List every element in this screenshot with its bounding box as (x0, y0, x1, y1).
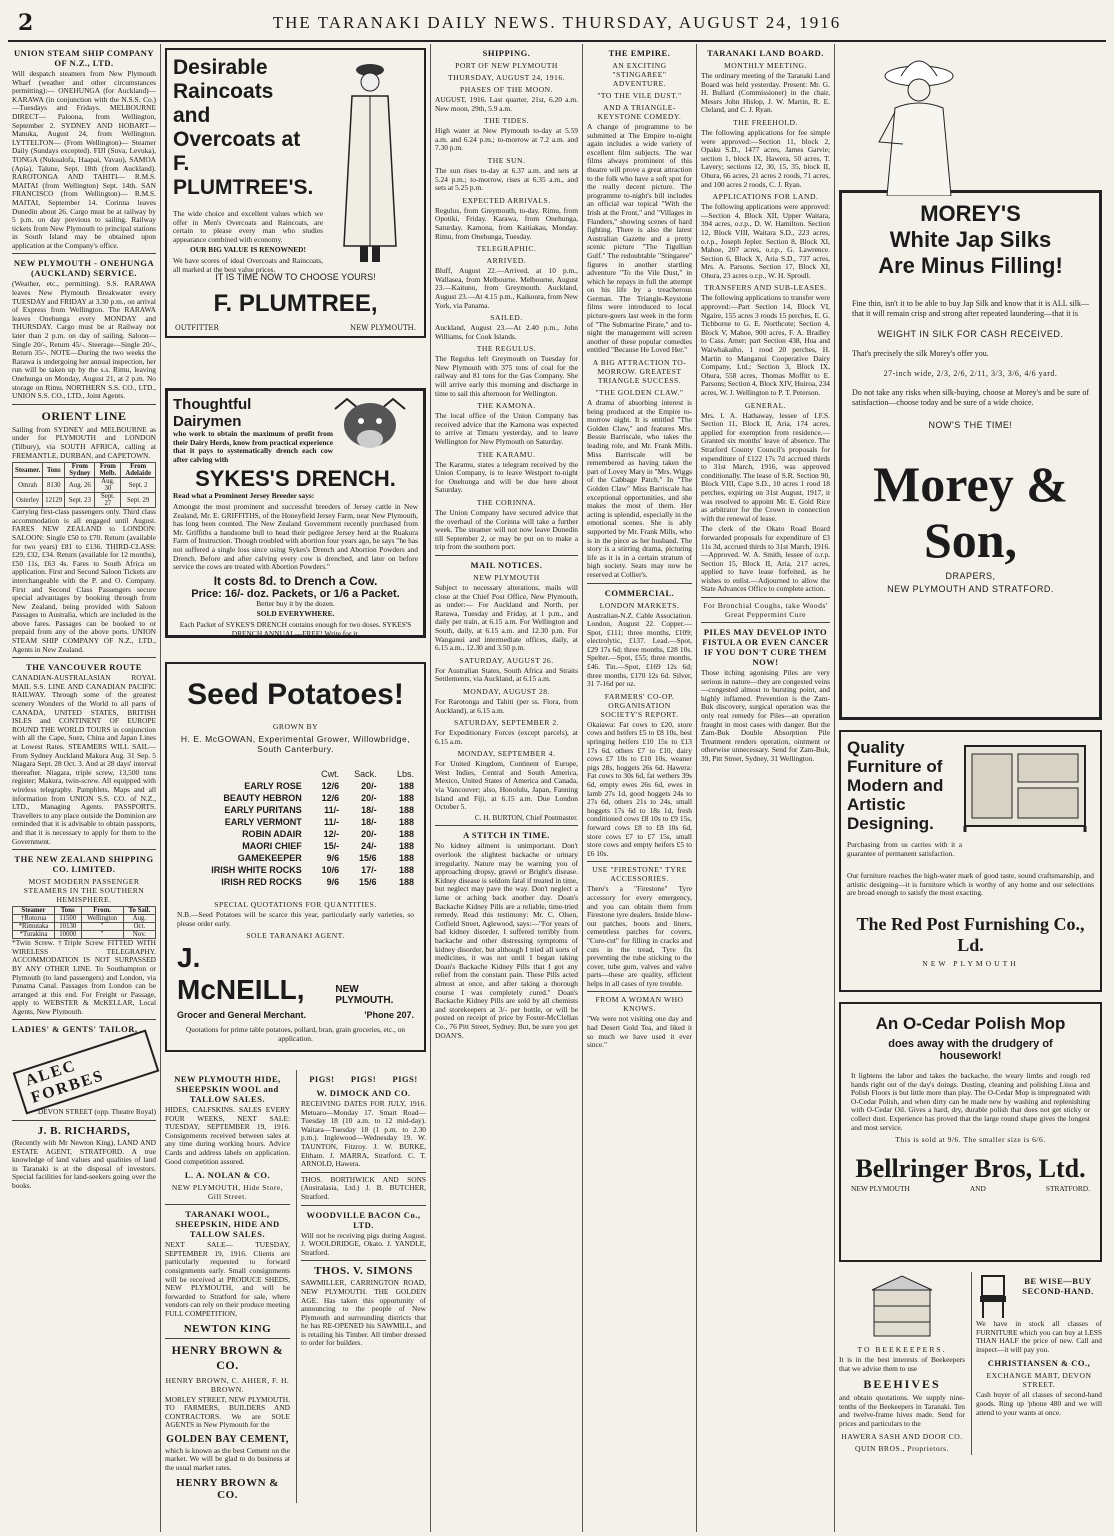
price-row (177, 792, 414, 804)
price-cell: 9/6 (326, 877, 340, 887)
phases-heading: PHASES OF THE MOON. (460, 85, 553, 94)
red-post-name: The Red Post Furnishing Co., Ld. (856, 913, 1085, 955)
woman-heading: FROM A WOMAN WHO KNOWS. (595, 995, 684, 1014)
silk-weight: WEIGHT IN SILK FOR CASH RECEIVED. (877, 329, 1064, 339)
corinna-heading: THE CORINNA. (476, 498, 537, 507)
sykes-cost: It costs 8d. to Drench a Cow. (213, 573, 378, 588)
ocedar-subheadline: does away with the drudgery of housework! (888, 1038, 1053, 1062)
farmers-heading: FARMERS' CO-OP. ORGANISATION SOCIETY'S REPORT. (600, 691, 679, 719)
sykes-annual: Each Packet of SYKES'S DRENCH contains enough for two doses. SYKES'S DRENCH ANNUAL—FREE! Write for it. (179, 619, 412, 638)
price-row (177, 876, 414, 888)
sat26-heading: SATURDAY, AUGUST 26. (459, 655, 554, 665)
price-cell: 11/- (324, 817, 340, 827)
golden-bay-cement: GOLDEN BAY CEMENT, (166, 1433, 289, 1445)
vancouver-body: CANADIAN-AUSTRALASIAN ROYAL MAIL S.S. LINE AND CANADIAN PACIFIC RAILWAY. Through some of the greatest scenery Wonders of the World to all parts of CANADA, UNITED STATES, BRITISH ISLES and CONTINENT OF EUROPE ROUND THE WORLD TOURS in conjunction with all the Cape, Suez, China and Japan Lines at Lowest Rates. STEAMERS WILL SAIL— From Sydney Auckland Makura Aug. 31 Sep. 5 Niagara Sept. 28 Oct. 3. And at 28 days' interval thereafter. Niagara, triple screw, 13,500 tons register; Makura, twin-screw. All equipped with wireless telegraphy. Pamphlets, Maps and all information from UNION S.S. CO. of N.Z., LTD., Managing Agents. PASSPORTS. Travellers to any place outside the Dominion are reminded that it is advisable to obtain passports, and that it is necessary to apply for them to the Government. (12, 673, 157, 846)
mail-heading: MAIL NOTICES. (470, 559, 543, 570)
price-row (177, 816, 414, 828)
sailed-heading: SAILED. (490, 313, 523, 323)
variety-name: EARLY ROSE (244, 781, 302, 791)
phases-body: AUGUST, 1916. Last quarter, 21st, 6.20 a.m. New moon, 29th, 5.9 a.m. (435, 95, 578, 113)
price-cell: 188 (398, 829, 414, 839)
woman-body: "We were not visiting one day and had Desert Gold Tea, and liked it so much we have used it ever since." (587, 1014, 692, 1050)
stitch-body: No kidney ailment is unimportant. Don't overlook the slightest backache or urinary irregularity. Nature may be warning you of approaching dropsy, gravel or Bright's disease. Kidney disease is seldom fatal if treated in time, but neglect may pave the way. Don't neglect a lame or aching back another day. Doan's Backache Kidney Pills are a reliable, time-tried remedy. Read this testimony: Mr. C. Olsen, Cotfield Street, Aglewood, says:—"For years of bad kidney disorder, I suffered terribly from backache and other distressing symptoms of kidney disorder, but although I tried all sorts of medicines, it was not until I began taking Doan's Backache Kidney Pills that I got any relief from the constant pain. These Pills acted almost at once, and after taking a thorough course I was completely cured." Doan's Backache Kidney Pills are sold by all chemists and storekeepers at 3/- per bottle, or will be posted on receipt of price by Foster-McClellan Co., 76 Pitt Street, Sydney. But, be sure you get DOAN'S. (435, 841, 578, 1040)
orient-body: Sailing from SYDNEY and MELBOURNE as under for PLYMOUTH and LONDON (Tilbury), via SOUTH AFRICA, calling at FREMANTLE, DURBAN, and CAPETOWN. (12, 424, 156, 460)
nzsc-table: Steamer Tons From. To Sail. †Rotorua 11500 Wellington Aug. *Rimutaka 10130 " Oct. *Turakina 10000 " Nov. (12, 906, 156, 939)
seed-headline: Seed Potatoes! (187, 678, 404, 711)
freehold-heading: THE FREEHOLD. (733, 117, 798, 127)
ocedar-price: This is sold at 9/6. The smaller size is 6/6. (895, 1135, 1046, 1145)
general-heading: GENERAL. (744, 400, 787, 410)
empire-heading: THE EMPIRE. (608, 48, 671, 58)
lady-hat-illustration (859, 46, 979, 196)
price-cell: 11/- (324, 805, 340, 815)
sykes-product: SYKES'S DRENCH. (195, 466, 396, 492)
price-cell: 188 (398, 817, 414, 827)
page-number: 2 (18, 10, 34, 36)
now-the-time: NOW'S THE TIME! (928, 420, 1013, 430)
firestone-body: There's a "Firestone" Tyre accessory for every emergency, and you can obtain them from Firestone tyre dealers. Inside blow-out patches, boots and liners, cementless patches for covers, "Cure-cut" for filling in cracks and cuts in the tread, Tyre fix preventing the tube sticking to the cover, tube gum, valves and valve parts—these are quality, efficient helps in all cases of tyre trouble. (587, 884, 692, 988)
union-body: Will despatch steamers from New Plymouth Wharf (weather and other circumstances permitting):— ONEHUNGA (for Auckland)— KARAWA (in conjunction with the N.S.S. Co.)—Tuesdays and Fridays. MELBOURNE DIRECT— Paloona, from Wellington, September 2. SYDNEY AND HOBART— Manuka, August 24, from Wellington. LYTTELTON— (From Wellington)— Steamer Daily (Sundays excepted). FIJI (Suva, Levuka), TONGA (Nukualofa, Haapai, Vavau), SAMOA (Apia). Talune, Sept. 18th (from Auckland). RAROTONGA AND TAHITI— R.M.S. MAITAI (from Wellington) Sept. 14th. SAN FRANCISCO (from Wellington)— R.M.S. MAITAI, September 14. Corinna leaves Dunedin about 26. Cargo must be at railway by 5 p.m. on day previous to sailing. Railway tickets from New Plymouth to principal stations in South Island may be obtained upon application at the Company's office. (12, 69, 156, 250)
table-row: Osterley 12129 Sept. 23 Sept. 27 Sept. 29 (13, 493, 156, 508)
apps-heading: APPLICATIONS FOR LAND. (712, 192, 819, 202)
henry-brown-body: MORLEY STREET, NEW PLYMOUTH. TO FARMERS, BUILDERS AND CONTRACTORS. We are SOLE AGENTS in New Plymouth for the (165, 1394, 290, 1430)
price-cell: 20/- (361, 793, 377, 803)
quality-headline: Quality Furniture of Modern and Artistic Designing. (847, 738, 944, 833)
tides-heading: THE TIDES. (484, 116, 529, 126)
dimock-heading: W. DIMOCK AND CO. (316, 1088, 411, 1098)
golden-claw-heading: A BIG ATTRACTION TO-MORROW. GREATEST TRIANGLE SUCCESS. (592, 358, 687, 386)
borthwick: THOS. BORTHWICK AND SONS (Australasia, Ltd.) J. B. BUTCHER, Stratford. (301, 1174, 426, 1201)
variety-name: IRISH WHITE ROCKS (211, 865, 302, 875)
variety-name: EARLY VERMONT (224, 817, 302, 827)
plumtree-name: F. PLUMTREE, (213, 290, 378, 317)
column-display-ads (160, 44, 430, 1532)
golden-claw-title: "THE GOLDEN CLAW." (595, 388, 684, 398)
plumtree-headline: Desirable Raincoats and Overcoats at F. PLUMTREE'S. (173, 56, 314, 199)
mcneill-place: NEW PLYMOUTH. (335, 984, 394, 1007)
bellringer-name: Bellringer Bros, Ltd. (855, 1154, 1086, 1184)
newton-king: NEWTON KING (183, 1322, 272, 1335)
seed-grower: H. E. McGOWAN, Experimental Grower, Willowbridge, South Canterbury. (180, 734, 411, 754)
devon-street: DEVON STREET (opp. Theatre Royal) (37, 1107, 156, 1117)
sun-heading: THE SUN. (487, 155, 526, 165)
column-shipping-ads (8, 44, 160, 1532)
mail-sub: NEW PLYMOUTH (473, 572, 540, 582)
arrived-heading: ARRIVED. (486, 256, 527, 266)
ocedar-headline: An O-Cedar Polish Mop (875, 1014, 1066, 1033)
general-body-2: The clerk of the Okato Road Board forwarded proposals for expenditure of £3 11s 3d, accrued thirds to 31st March, 1916.—Approved. W. A. Smith, lessee of o.r.p. Section 15, Block II, Aria, 217 acres, applied to have lease forfeited, as he wishes to enlist.—Adjourned to allow the State Advances Office to complete action. (701, 524, 830, 594)
seed-sole: SOLE TARANAKI AGENT. (246, 931, 345, 941)
plumtree-body2: We have scores of ideal Overcoats and Raincoats, all marked at the best value prices. (173, 255, 323, 274)
table-row: *Rimutaka 10130 " Oct. (13, 923, 156, 931)
morey-son-name: Morey & Son, (873, 456, 1068, 568)
variety-name: BEAUTY HEBRON (223, 793, 302, 803)
quality-body-2: Our furniture reaches the high-water mark of good taste, sound craftsmanship, and artistic designing—it is furniture which is worthy of any home and our selections are broad enough to satisfy the most exacting. (847, 871, 1094, 898)
price-row (177, 852, 414, 864)
henry-brown-names: HENRY BROWN, C. AHIER, F. H. BROWN. (165, 1375, 290, 1394)
plumtree-footer-right: NEW PLYMOUTH. (350, 324, 416, 332)
price-row (177, 840, 414, 852)
mcneill-quote: Quotations for prime table potatoes, pollard, bran, grain groceries, etc., on application. (185, 1025, 406, 1043)
beekeepers-heading: TO BEEKEEPERS. (857, 1345, 947, 1354)
piles-heading: PILES MAY DEVELOP INTO FISTULA OR EVEN CANCER IF YOU DON'T CURE THEM NOW! (702, 627, 829, 668)
price-row (177, 780, 414, 792)
price-cell: 15/6 (359, 877, 377, 887)
freehold-body: The following applications for fee simple were approved:—Section 11, block 2, Opaku S.D., 1477 acres, James Garvie; section 1, block IX, Hawera, 50 acres, T. Lavery; sections 12, 30, 15, 35, block II, Ohura, 66 acres, 21 acres 2 roods, 71 acres, and 100 acres 2 roods, C. J. Ryan. (701, 127, 830, 189)
price-cell: 20/- (361, 829, 377, 839)
hides-body: HIDES, CALFSKINS. SALES EVERY FOUR WEEKS, NEXT SALE: TUESDAY, SEPTEMBER 19, 1916. Consignments received between sales at any time during working hours. Advice Cards and address labels on application. Good competition assured. (165, 1105, 290, 1166)
sat2-body: For Expeditionary Forces (except parcels), at 6.15 a.m. (435, 728, 578, 746)
henry-brown-heading: HENRY BROWN & CO. (171, 1342, 284, 1372)
taranaki-wool-body: NEXT SALE— TUESDAY, SEPTEMBER 19, 1916. Clients are particularly requested to forward consignments early. Small consignments will be received at PRODUCE SHEDS, NEW PLYMOUTH, and will be forwarded to Stratford for sale, where vendors can rely on their produce meeting FULL COMPETITION, (165, 1240, 290, 1318)
price-cell: 12/6 (321, 793, 340, 803)
table-header: From Sydney (65, 463, 95, 478)
table-row: *Turakina 10000 " Nov. (13, 931, 156, 939)
sykes-body: Amongst the most prominent and successful breeders of Jersey cattle in New Zealand, Mr. E. GRIFFITHS, of the Honeyfield Jersey Farm, near New Plymouth, has long been counted. The New Zealand Government recently purchased from Mr. Griffiths a handsome bull to head their pedigree Jersey herd at the Ruakura Farm of Instruction. Though troubled with abortion four years ago, he says "he has not suffered a single loss since using Sykes's Drench and Abortion Powders and Drench. Before and after calving every cow is drenched, and later on before service the cows are treated with Abortion Powders." (173, 501, 418, 572)
mcneill-grocer: Grocer and General Merchant. (177, 1010, 307, 1021)
second-hand-body: We have in stock all classes of FURNITURE which you can buy at LESS THAN HALF the price of new. Call and inspect—it will pay you. (976, 1319, 1102, 1354)
silk-body: Fine thin, isn't it to be able to buy Jap Silk and know that it is ALL silk—that it will remain crisp and strong after repeated laundering—that it is (852, 299, 1089, 318)
nzsc-heading: THE NEW ZEALAND SHIPPING CO. LIMITED. (14, 854, 154, 875)
price-cell: 15/- (323, 841, 340, 851)
price-cell: 15/6 (359, 853, 377, 863)
karamu-body: The Karamu, states a telegram received by the Union Company, is to leave Westport to-night for Onehunga and will be due here about Saturday. (435, 459, 578, 495)
price-cell: 17/- (361, 865, 377, 875)
morey-silk-ad (839, 190, 1102, 720)
table-row: Omrah 8130 Aug. 26 Aug. 30 Sept. 2 (13, 478, 156, 493)
bewise-heading: BE WISE—BUY SECOND-HAND. (1022, 1276, 1094, 1296)
masthead-title: THE TARANAKI DAILY NEWS. THURSDAY, AUGUST 24, 1916 (272, 13, 842, 32)
quality-body: Purchasing from us carries with it a guarantee of permanent satisfaction. (847, 840, 962, 858)
column-retail-ads (834, 44, 1106, 1532)
seed-grown: GROWN BY (272, 722, 319, 731)
date-line: THURSDAY, AUGUST 24, 1916. (447, 73, 566, 82)
mon4-heading: MONDAY, SEPTEMBER 4. (457, 749, 556, 759)
dimock-body: RECEIVING DATES FOR JULY, 1916. Metuaro—Monday 17. Smart Road—Tuesday 18 (10 a.m. to 12 mid-day). Waitara—Tuesday 18 (1 p.m. to 2.30 p.m.). Inglewood—Wednesday 19. W. TAUNTON, Fitzroy. J. W. BURKE, Eltham. J. MARRA, Stratford. C. T. ARNOLD, Hawera. (301, 1099, 426, 1169)
sykes-subhead: Read what a Prominent Jersey Breeder says: (173, 491, 315, 501)
mcneill-phone: 'Phone 207. (364, 1010, 414, 1021)
kamona-body: The local office of the Union Company has received advice that the Kamona was expected to arrive at Timaru yesterday, and to leave Wellington for New Plymouth on Saturday. (435, 411, 578, 447)
vancouver-heading: THE VANCOUVER ROUTE (26, 662, 142, 673)
tides-body: High water at New Plymouth to-day at 5.59 a.m. and 6.24 p.m.; to-morrow at 7.2 a.m. and 7.30 p.m. (435, 126, 578, 153)
hawera-sash: HAWERA SASH AND DOOR CO. (841, 1431, 963, 1441)
price-row (177, 864, 414, 876)
silk-body-3: Do not take any risks when silk-buying, choose at Morey's and be sure of satisfaction—choose today and be sure of a wide choice. (852, 388, 1089, 407)
woodville-heading: WOODVILLE BACON Co., LTD. (306, 1209, 421, 1230)
burton-signature: C. H. BURTON, Chief Postmaster. (474, 812, 578, 822)
golden-claw-body: A drama of absorbing interest is being produced at the Empire to-morrow night. It is entitled "The Golden Claw," and features Mrs. Bessie Barriscale, who takes the leading role, and Mr. Frank Mills. Miss Barriscale will be remembered as having taken the part of Lovey Mary in "Mrs. Wiggs of the Cabbage Patch." In "The Golden Claw" Miss Barriscale has exceptional opportunities, and she makes the most of them. Her acting is splendid, especially in the emotional scenes. She is ably supported by Mr. Frank Mills, who is in the piece as her husband. The story is a stirring drama, picturing life as it is in a certain stratum of high society. Seats may now be reserved at Collier's. (587, 398, 693, 579)
shipping-heading: SHIPPING. (482, 48, 531, 58)
expected-body: Regulus, from Greymouth, to-day. Rimu, from Opotiki, Friday. Karawa, from Onehunga, Saturday. Kamona, from Kaitiakau, Monday. Rimu, from Onehunga, Tuesday. (435, 205, 578, 241)
silk-body-2: That's precisely the silk Morey's offer you. (852, 349, 989, 358)
bellringer-mid: AND (969, 1184, 986, 1194)
table-header: From Adelaide (121, 463, 156, 478)
drapers-label: DRAPERS, (945, 571, 996, 581)
mon28-body: For Rarotonga and Tahiti (per ss. Flora, from Auckland), at 6.15 a.m. (435, 696, 578, 715)
price-cell: 188 (398, 877, 414, 887)
empire-body: A change of programme to be submitted at The Empire to-night again includes a wide variety of excellent film subjects. The war films always prominent of this theatre will prove a great attraction to the folk who have a soft spot for the really decent picture. The programme to-night's bill includes an official war topical "With the Irish at the Front," and "Villages in Flanders," showing scenes of hard fighting. There is also the latest Australian Gazette and a pretty scenic picture "The Tigullian Gulf." The redoubtable "Stingaree" figures in another startling adventure "To the Vile Dust," in which he repays in full the attempt on his life by a treacherous German. The Triangle-Keystone films were introduced to local picture-goers last week in the form of "The Submarine Pirate," and to-night the management will screen another of these popular comedies entitled "Because He Loved Her." (587, 122, 692, 355)
minus-headline: Are Minus Filling! (878, 253, 1063, 278)
sat2-heading: SATURDAY, SEPTEMBER 2. (453, 718, 560, 728)
plumtree-slogan: OUR BIG VALUE IS RENOWNED! (190, 245, 306, 255)
tailor-heading: LADIES' & GENTS' TAILOR, (12, 1024, 138, 1035)
sykes-headline: Thoughtful Dairymen (173, 396, 252, 430)
price-cell: 188 (398, 805, 414, 815)
quin-bros: QUIN BROS., Proprietors. (854, 1443, 950, 1453)
land-board-heading: TARANAKI LAND BOARD. (707, 48, 824, 58)
expected-heading: EXPECTED ARRIVALS. (462, 195, 551, 205)
henry-brown-footer: HENRY BROWN & CO. (176, 1476, 279, 1501)
pigs-label: PIGS! (392, 1074, 418, 1084)
orient-table (12, 462, 156, 508)
price-cell: 10/6 (321, 865, 340, 875)
london-heading: LONDON MARKETS. (599, 600, 680, 610)
table-header: Steamer. (13, 463, 43, 478)
price-cell: 9/6 (326, 853, 340, 863)
seed-nb: N.B.—Seed Potatoes will be scarce this year, particularly early varieties, so please order early. (177, 910, 414, 928)
telegraphic-heading: TELEGRAPHIC. (476, 244, 537, 254)
piles-body: Those itching agonising Piles are very serious in nature—they are congested veins—congested almost to bursting point, and highly inflamed. Prevention is the Zam-Buk discovery, surgical operation was the only real remedy for Piles—an operation fraught in most cases with danger. But the Zam-Buk Double Absorption Pile Treatment renders operation, ointment or otherwise unnecessary. Send for Zam-Buk, 39, Pitt Street, Sydney, 31 Wellington. (701, 668, 830, 763)
nolan-place: NEW PLYMOUTH, Hide Store, Gill Street. (171, 1183, 284, 1202)
price-cell: 188 (398, 865, 414, 875)
sykes-better: Better buy it by the dozen. (256, 598, 335, 608)
monthly-heading: MONTHLY MEETING. (724, 61, 807, 70)
sykes-lead: who work to obtain the maximum of profit from their Dairy Herds, know from practical experience that it pays to systematically drench each cow after calving with (173, 429, 333, 464)
price-cell: 188 (398, 841, 414, 851)
stingaree-heading: AN EXCITING "STINGAREE" ADVENTURE. (612, 61, 667, 88)
simons-body: SAWMILLER, CARRINGTON ROAD, NEW PLYMOUTH. THE GOLDEN AGE. Has taken this opportunity of announcing to the people of New Plymouth and surrounding districts that he has RE-OPENED his SAWMILL, and is retailing his Timber. All timber dressed to order for builders. (301, 1278, 426, 1348)
transfers-body: The following applications to transfer were approved:—Part Section 14, Block VI, Ngaire, 155 acres 3 roods 15 perches, E. G. Tichborne to G. E. Northcote; Section 4, Block V, Mahoe, 900 acres, F. A. Bradley to Cass. Amer; part Section 438, Hua and Waiwhakaiho, 1 rood 20 perches, H. Martin to Manganui Cooperative Dairy Company, Ltd.; Section 3, Block IX, Ohura, 558 acres, Thomas Moffitt to E. Parsons; Section 4, Block XIV, Huiroa, 234 acres, W. J. Wellington to P. T. Peterson. (701, 293, 830, 397)
plumtree-choose: IT IS TIME NOW TO CHOOSE YOURS! (215, 272, 376, 282)
mcneill-name: J. McNEILL, (177, 942, 305, 1006)
regulus-heading: THE REGULUS. (476, 344, 537, 354)
price-cell: 188 (398, 793, 414, 803)
plumtree-footer-left: OUTFITTER (175, 324, 219, 332)
variety-name: MAORI CHIEF (242, 841, 302, 851)
sun-body: The sun rises to-day at 6.37 a.m. and sets at 5.24 p.m.; to-morrow, rises at 6.35 a.m., and sets at 5.25 p.m. (435, 165, 578, 193)
bellringer-left: NEW PLYMOUTH (851, 1184, 910, 1194)
hides-heading: NEW PLYMOUTH HIDE, SHEEPSKIN WOOL and TALLOW SALES. (174, 1074, 281, 1104)
morey-brand: MOREY'S (920, 201, 1021, 226)
nzsc-subheading: MOST MODERN PASSENGER STEAMERS IN THE SOUTHERN HEMISPHERE. (23, 877, 145, 905)
price-cell: 18/- (361, 805, 377, 815)
beehives-body-2: and obtain quotations. We supply nine-tenths of the Beekeepers in Taranaki. Ten and twelve-frame hives made. Send for prices and particulars to the (839, 1393, 965, 1428)
sykes-sold: SOLD EVERYWHERE. (256, 609, 335, 619)
triangle-heading: AND A TRIANGLE-KEYSTONE COMEDY. (597, 103, 682, 121)
column-shipping-news (430, 44, 582, 1532)
mon28-heading: MONDAY, AUGUST 28. (463, 686, 550, 696)
stitch-heading: A STITCH IN TIME. (463, 830, 550, 841)
price-cell: 188 (398, 781, 414, 791)
variety-name: GAMEKEEPER (237, 853, 302, 863)
mail-body: Subject to necessary alterations, mails will close at the Chief Post Office, New Plymouth, as under:— For Auckland and North, per Rarawa, Tuesday and Friday, at 1 p.m., and daily per train, at 6.15 a.m. For Wellington and South, daily, at 6.15 a.m. and 12.30 p.m. For Wanganui and intermediate offices, daily, at 6.15 a.m., 12.30 and 3.50 p.m. (435, 582, 578, 653)
alec-forbes-stamp: ALEC FORBES (13, 1030, 160, 1115)
plumtree-ad (165, 48, 426, 338)
column-empire-commercial (582, 44, 696, 1532)
price-cell: 12/- (323, 829, 340, 839)
apps-body: The following applications were approved:—Section 4, Block XII, Upper Waitara, 394 acres, o.r.p., D. W. Hamilton. Section 12, Block VIII, Waitara S.D., 223 acres, o.r.p., Joseph Jepler. Section 8, Block XI, Mahoe, 207 acres, o.r.p., G. Lawrence. Section 6, Block X, Aria S.D., 737 acres, Mrs. A. Parsons. Section 17, Block XI, Ohura, 23 acres o.r.p., W. H. Sproull. (701, 202, 830, 280)
vile-dust-heading: "TO THE VILE DUST." (597, 91, 682, 100)
silks-headline: White Jap Silks (889, 227, 1052, 252)
chair-icon (976, 1274, 1010, 1320)
taranaki-wool-heading: TARANAKI WOOL, SHEEPSKIN, HIDE AND TALLOW SALES. (175, 1209, 280, 1240)
orient-heading: ORIENT LINE (41, 408, 127, 423)
cow-icon (325, 395, 415, 455)
pigs-label: PIGS! (309, 1074, 335, 1084)
ocedar-body: It lightens the labor and takes the backache, the weary limbs and rough red hands right out of the day's doings. Dusting, cleaning and polishing Linoa and Polish Floors is but little more than play. The O-Cedar Mop is impregnated with O-Cedar Polish, and when dirty can be made new by washing and replenishing with O-Cedar Oil. Gives a hard, dry, durable polish that does not get sticky or collect dust. Experience has proved that the large round shape gives the longest and most service. (851, 1071, 1090, 1132)
price-cell: 24/- (361, 841, 377, 851)
exchange-mart: EXCHANGE MART, DEVON STREET. (986, 1371, 1092, 1390)
table-header: Tons (43, 463, 65, 478)
golden-bay-body: which is known as the best Cement on the market. We will be glad to do business at the usual market rates. (165, 1445, 290, 1473)
sailed-body: Auckland, August 23.—At 2.40 p.m., John Williams, for Cook Islands. (435, 323, 578, 341)
kamona-heading: THE KAMONA. (477, 401, 536, 411)
richards-heading: J. B. RICHARDS, (37, 1125, 131, 1138)
price-cell: 20/- (361, 781, 377, 791)
general-body: Mrs. I. A. Hathaway, lessee of I.F.S. Section 11, Block II, Aria, 174 acres, applied for exemption from residence.—Granted six months' leave of absence. The Stratford County Council's proposals for expenditure of £122 17s 7d accrued thirds to 31st March, 1916, was approved conditionally. The lease of S.R. Section 90, Block VIII, Cape S.D., 10 acres 1 rood 18 perches, expiring on 31st August, 1917, it was resolved to appoint Mr. E. Gold Rice as arbitrator for the Crown in connection with the renewal of lease. (701, 410, 830, 523)
mon4-body: For United Kingdom, Continent of Europe, West Indies, Central and South America, Mexico, United States of America and Canada, via Vancouver; also, Honolulu, Japan, Fanning Island and Fiji, at 6.15 a.m. Due London October 5. (435, 759, 578, 812)
richards-body: (Recently with Mr Newton King), LAND AND ESTATE AGENT, STRATFORD. A true knowledge of land values and qualities of land in Taranaki is at the disposal of investors. Special facilities for land-seekers going over the books. (12, 1138, 156, 1191)
sat26-body: For Australian States, South Africa and Straits Settlements, via Auckland, at 6.15 a.m. (435, 665, 578, 684)
union-heading: UNION STEAM SHIP COMPANY OF N.Z., LTD. (13, 48, 155, 68)
price-cell: 12/6 (321, 781, 340, 791)
price-cell: 188 (398, 853, 414, 863)
london-body: Australian-N.Z. Cable Association. London, August 22. Copper.—Spot, £111; three months, £109; electrolytic, £137. Lead.—Spot, £29 17s 6d; three months, £28 10s. Spelter.—Spot, £55; three months, £46. Tin.—Spot, £169 12s 6d; three months, £170 12s 6d. Silver, 31 7-16d per oz. (587, 610, 692, 689)
karamu-heading: THE KARAMU. (477, 449, 536, 459)
furniture-cabinet-illustration (960, 740, 1090, 832)
plumtree-body: The wide choice and excellent values which we offer in Men's Overcoats and Raincoats, are certain to please every man who studies appearance combined with economy. (173, 209, 323, 244)
seed-special: SPECIAL QUOTATIONS FOR QUANTITIES. (214, 900, 377, 909)
arrived-body: Bluff, August 22.—Arrived, at 10 p.m., Wallasea, from Melbourne. Melbourne, August 23.—Kaitunu, from Greymouth. Auckland, August 23.—At 4.15 p.m., Kaikoura, from New York, via Panama. (435, 266, 578, 310)
variety-name: EARLY PURITANS (224, 805, 302, 815)
simons-heading: THOS. V. SIMONS (314, 1265, 413, 1278)
cash-buyer: Cash buyer of all classes of second-hand goods. Ring up 'phone 480 and we will attend to your wants at once. (976, 1390, 1102, 1417)
price-table-header: Cwt. Sack. Lbs. (321, 769, 414, 779)
variety-name: ROBIN ADAIR (242, 829, 302, 839)
peppermint-notice: For Bronchial Coughs, take Woods' Great Peppermint Cure (703, 601, 828, 620)
price-table (177, 780, 414, 888)
table-header: From Melb. (95, 463, 121, 478)
price-row (177, 828, 414, 840)
firestone-heading: USE "FIRESTONE" TYRE ACCESSORIES. (592, 865, 687, 884)
beehive-icon (862, 1272, 942, 1342)
red-post-furniture-ad (839, 730, 1102, 992)
coat-figure-icon (330, 56, 410, 266)
orient-fares: Carrying first-class passengers only. Third class accommodation is all engaged until August. FARES NEW ZEALAND to LONDON: SALOON: Single £50 to £70. Return (available for two years) £81 to £136. THIRD-CLASS: £29, £32, £34. Return (available for 12 months), £50 11s, £63 4s. Fares to South Africa on application. First and Second Saloon Tickets are interchangeable with the P. and O. Company. First and Second Class Passengers secure special advantages by booking through from New Zealand, being provided with Saloon Passages to Australia, which are included in the above fares. Passages can be booked to or prepaid from any of the above ports. UNION STEAM SHIP COMPANY OF N.Z., LTD., Agents in New Zealand. (12, 507, 156, 654)
beehives-body: It is in the best interests of Beekeepers that we advise them to use (839, 1355, 965, 1373)
variety-name: IRISH RED ROCKS (221, 877, 302, 887)
silk-prices: 27-inch wide, 2/3, 2/6, 2/11, 3/3, 3/6, 4/6 yard. (883, 369, 1058, 378)
column-land-board (696, 44, 834, 1532)
price-row (177, 804, 414, 816)
commercial-heading: COMMERCIAL. (604, 587, 675, 598)
regulus-body: The Regulus left Greymouth on Tuesday for New Plymouth with 375 tons of coal for the railway and 81 tons for the Gas Company. She will arrive early this morning and discharge in time to sail this afternoon for Wellington. (435, 354, 578, 398)
pigs-label: PIGS! (350, 1074, 377, 1084)
sykes-drench-ad (165, 388, 426, 638)
sykes-price: Price: 16/- doz. Packets, or 1/6 a Packet. (191, 587, 400, 600)
masthead (8, 6, 1106, 42)
morey-places: NEW PLYMOUTH AND STRATFORD. (887, 584, 1054, 594)
red-post-place: NEW PLYMOUTH (922, 958, 1019, 968)
bellringer-right: STRATFORD. (1045, 1184, 1090, 1194)
beehives-heading: BEEHIVES (863, 1377, 941, 1392)
farmers-body: Okaiawa: Fat cows to £20, store cows and heifers £5 to £8 10s, best springing heifers £10 15s to £13 17s 6d, others £7 to £10, dairy cows £7 10s to £10 10s, weaner pigs 28s, hoggets 26s 6d. Hawera: Fat cows to 30s 6d, fat wethers 39s 6d, empty ewes 26s 6d, ewes in lamb 27s 1d, good hoggets 24s to 27s 6d, others 21s to 24s, small hoggets 17s 6d to 18s 1d, fresh conditioned cows £8 10s to £9 15s, forward cows £8 to £8 10s 6d, store cows £7 to £7 15s, small store cows and empty heifers £5 to £6 10s. (587, 719, 692, 858)
nolan-name: L. A. NOLAN & CO. (184, 1170, 271, 1181)
onehunga-heading: NEW PLYMOUTH - ONEHUNGA (AUCKLAND) SERVICE. (13, 258, 155, 279)
price-cell: 18/- (361, 817, 377, 827)
transfers-heading: TRANSFERS AND SUB-LEASES. (704, 283, 827, 293)
table-row: †Rotorua 11500 Wellington Aug. (13, 915, 156, 923)
seed-potatoes-ad (165, 662, 426, 1052)
woodville-body: Will not be receiving pigs during August. J. WOOLDRIDGE, Okato. J. YANDLE, Stratford. (301, 1230, 426, 1257)
ocedar-mop-ad (839, 1002, 1102, 1262)
monthly-body: The ordinary meeting of the Taranaki Land Board was held yesterday. Present: Mr. G. H. Bullard (Commissioner) in the chair, Messrs John Hislop, J. W. Martin, R. E. Cleland, and C. J. Ryan. (701, 71, 830, 115)
corinna-body: The Union Company have secured advice that the overhaul of the Corinna will take a further week. The steamer will not now leave Dunedin till September 2, or may be put on to make a trip from the southern port. (435, 508, 578, 552)
nzsc-body: *Twin Screw. †Triple Screw FITTED WITH WIRELESS TELEGRAPHY. ACCOMMODATION IS NOT SURPASSED BY ANY OTHER LINE. To Southampton or Plymouth (to land passengers) and London, via Panama Canal. Passages from London can be arranged at this end. For Freight or Passage, apply to WEBSTER & McKELLAR, Local Agents, New Plymouth. (12, 938, 156, 1016)
onehunga-body: (Weather, etc., permitting). S.S. RARAWA leaves New Plymouth Breakwater every TUESDAY and FRIDAY at 3.30 p.m., on arrival of Express from Wellington. The RARAWA leaves Onehunga every MONDAY and THURSDAY. Cargo must be at Railway not later than 2 p.m. on day of sailing. Saloon—Single 20/-, Return 45/-. Steerage—Single 20/-, Return 35/-. NOTE—During the two weeks the Rarawa is undergoing her annual inspection, her run will be taken up by the s.s. Rimu, leaving Onehunga on Monday, August 21, at 2 p.m. No storage on Rimu. NORTHERN S.S. CO., LTD., UNION S.S. CO., LTD., Joint Agents. (12, 279, 156, 401)
christiansen-name: CHRISTIANSEN & CO., (987, 1358, 1091, 1369)
port-line: PORT OF NEW PLYMOUTH (455, 61, 558, 70)
